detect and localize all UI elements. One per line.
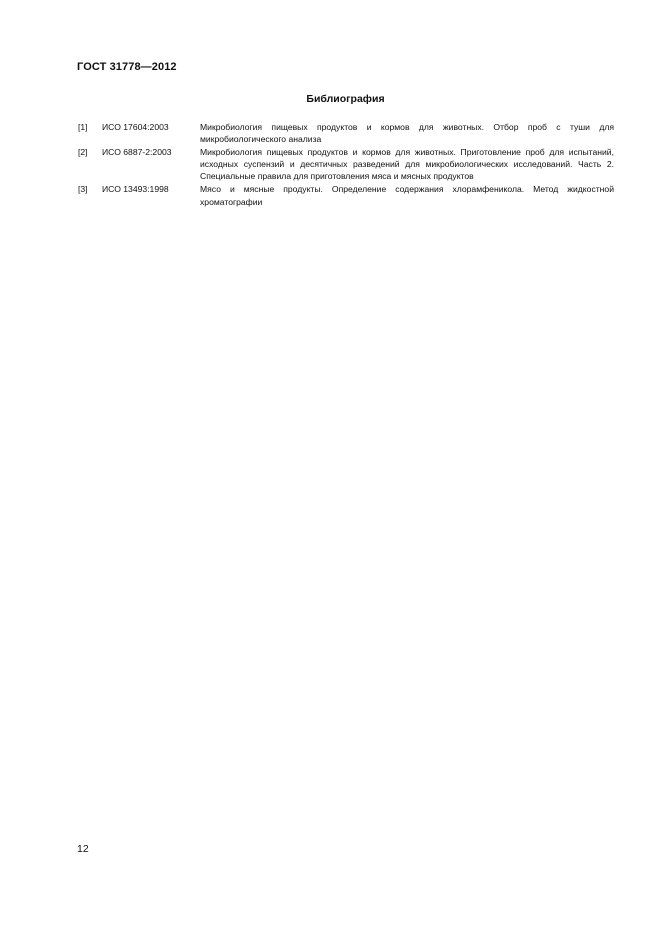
bibliography-list — [78, 121, 614, 209]
bibliography-item — [78, 146, 614, 182]
reference-number: [1] — [78, 122, 88, 132]
reference-code: ИСО 17604:2003 — [102, 122, 169, 132]
reference-code: ИСО 6887-2:2003 — [102, 147, 172, 158]
reference-text: Микробиология пищевых продуктов и кормов для животных. Приготовление проб для испытаний, исходных суспензий и десятичных разведений для микробиологических исследований. Часть 2. Специальные правила для приготовления мяса и мясных продуктов — [200, 147, 614, 182]
document-code: ГОСТ 31778—2012 — [77, 61, 177, 73]
reference-text: Мясо и мясные продукты. Определение содержания хлорамфеникола. Метод жидкостной хроматографии — [200, 184, 614, 207]
reference-number: [3] — [78, 184, 88, 195]
reference-number: [2] — [78, 147, 88, 158]
page-number: 12 — [77, 843, 89, 855]
section-title: Библиография — [306, 93, 385, 105]
reference-text: Микробиология пищевых продуктов и кормов для животных. Отбор проб с туши для микробиологического анализа — [200, 122, 614, 145]
reference-code: ИСО 13493:1998 — [102, 184, 169, 195]
bibliography-item — [78, 183, 614, 207]
bibliography-item — [78, 121, 614, 145]
